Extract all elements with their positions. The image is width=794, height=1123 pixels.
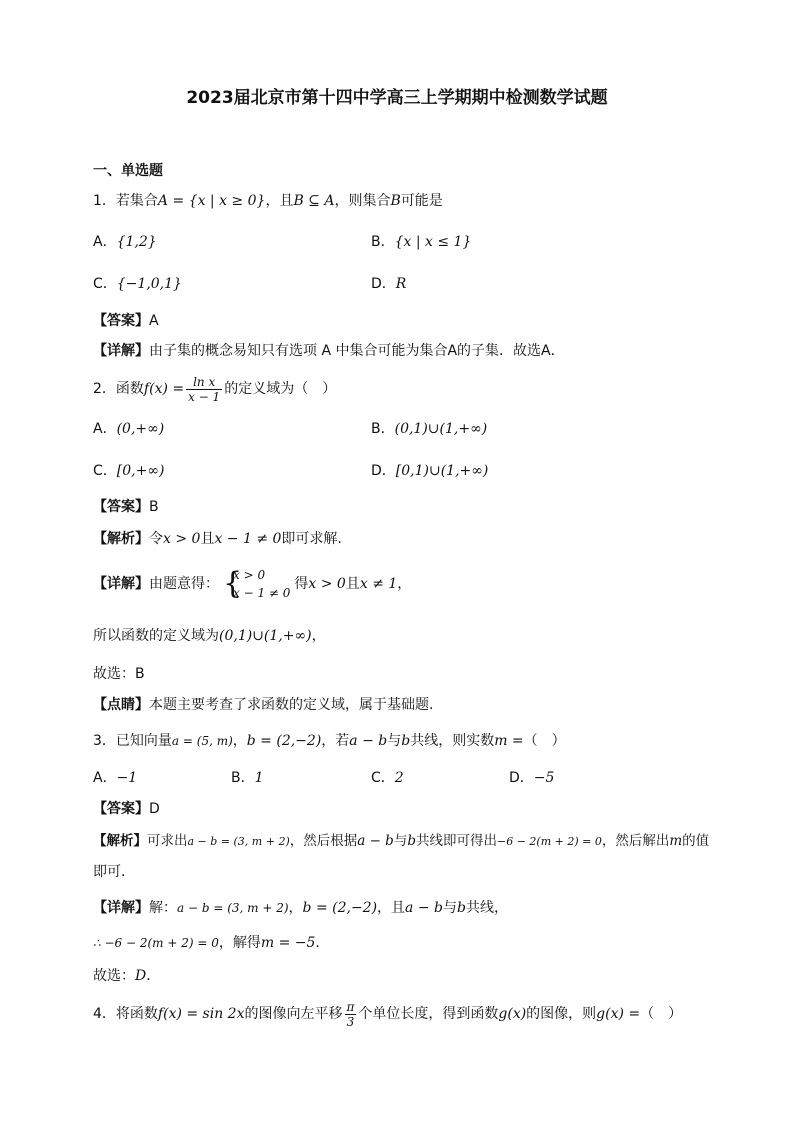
comment-tag: 【点睛】 xyxy=(93,697,149,713)
answer-tag: 【答案】 xyxy=(93,499,149,515)
math-expr: m xyxy=(669,833,683,849)
q2-domain-line xyxy=(93,626,326,646)
q3-stem-text: ，若 xyxy=(321,733,350,749)
q1-option-c xyxy=(93,274,182,294)
fraction-denominator: 3 xyxy=(346,1014,355,1029)
option-value: {−1,0,1} xyxy=(116,276,182,292)
math-expr: −6 − 2(m + 2) = 0 xyxy=(496,835,602,848)
q1-option-a xyxy=(93,232,157,252)
q3-derivation xyxy=(93,933,329,953)
option-label: B． xyxy=(231,770,255,786)
question-2-stem xyxy=(93,371,336,407)
math-expr: x − 1 ≠ 0 xyxy=(214,531,282,547)
fraction-numerator: π xyxy=(346,999,355,1014)
option-label: A． xyxy=(93,770,117,786)
math-expr: a − b = (3, m + 2) xyxy=(187,835,290,848)
q2-option-a xyxy=(93,419,164,439)
q2-stem-text: 2．函数 xyxy=(93,381,144,397)
option-label: A． xyxy=(93,421,117,437)
math-expr: x > 0 xyxy=(308,576,346,592)
option-value: (0,+∞) xyxy=(116,421,165,437)
document-title: 2023届北京市第十四中学高三上学期期中检测数学试题 xyxy=(186,88,608,108)
option-value: −1 xyxy=(116,770,138,786)
analysis-text: 令 xyxy=(149,531,163,547)
q3-stem-text: 共线，则实数 xyxy=(410,733,495,749)
analysis-text: 共线即可得出 xyxy=(415,833,497,849)
option-label: C． xyxy=(371,770,395,786)
q2-fraction xyxy=(186,375,222,404)
question-1-stem xyxy=(93,191,443,211)
detail-text: ，解得 xyxy=(218,935,261,951)
option-value: {x | x ≤ 1} xyxy=(394,234,472,250)
answer-tag: 【答案】 xyxy=(93,313,149,329)
fraction-denominator: x − 1 xyxy=(188,389,221,404)
analysis-tag: 【解析】 xyxy=(93,531,149,547)
option-label: D． xyxy=(509,770,534,786)
q1-answer xyxy=(93,311,159,331)
detail-text: 得 xyxy=(294,576,309,592)
detail-tag: 【详解】 xyxy=(93,576,149,592)
detail-text: 且 xyxy=(345,576,360,592)
math-expr: b xyxy=(457,900,466,916)
option-label: B． xyxy=(371,421,395,437)
math-expr: x > 0 xyxy=(163,531,201,547)
q4-stem-text: （ ） xyxy=(640,1006,683,1022)
q1-detail xyxy=(93,341,565,361)
detail-text: ， xyxy=(397,576,412,592)
detail-text: ， xyxy=(288,900,303,916)
vector-a: a = (5, m) xyxy=(171,734,233,748)
detail-text: 由题意得： xyxy=(149,576,219,592)
system-row: x − 1 ≠ 0 xyxy=(233,586,291,600)
math-expr: (0,1)∪(1,+∞) xyxy=(219,628,312,644)
vector-b: b = (2,−2) xyxy=(246,733,322,749)
vector-b: b xyxy=(401,733,411,749)
analysis-text: 即可求解. xyxy=(281,531,342,547)
q2-detail xyxy=(93,564,411,604)
option-value: (0,1)∪(1,+∞) xyxy=(394,421,488,437)
q3-analysis-cont: 即可． xyxy=(93,864,135,880)
q3-answer xyxy=(93,799,160,819)
q2-answer xyxy=(93,497,159,517)
option-label: D． xyxy=(371,276,396,292)
answer-value: D xyxy=(149,801,160,817)
analysis-text: ，然后根据 xyxy=(289,833,358,849)
q4-function-g: g(x) = xyxy=(596,1006,641,1022)
analysis-text: ，然后解出 xyxy=(601,833,670,849)
option-label: A． xyxy=(93,234,117,250)
answer-value: B xyxy=(149,499,159,515)
q4-function-g: g(x) xyxy=(498,1006,527,1022)
option-value: {1,2} xyxy=(116,234,157,250)
detail-text: ，且 xyxy=(377,900,406,916)
math-expr: a − b xyxy=(357,833,394,849)
option-value: [0,1)∪(1,+∞) xyxy=(395,463,489,479)
q3-analysis xyxy=(93,831,709,852)
q2-option-c xyxy=(93,461,164,481)
q2-option-d xyxy=(371,461,488,481)
analysis-tag: 【解析】 xyxy=(93,833,147,849)
q2-choose: 故选：B xyxy=(93,666,145,682)
vector-difference: a − b xyxy=(349,733,388,749)
answer-tag: 【答案】 xyxy=(93,801,149,817)
system-row: x > 0 xyxy=(233,568,266,582)
option-label: C． xyxy=(93,276,117,292)
q3-option-b xyxy=(231,768,264,788)
comment-text: 本题主要考查了求函数的定义域，属于基础题. xyxy=(149,697,434,713)
analysis-text: 与 xyxy=(393,833,408,849)
q1-set-a: A = {x | x ≥ 0} xyxy=(157,193,266,209)
q4-stem-text: 的图像，则 xyxy=(526,1006,597,1022)
q3-detail xyxy=(93,898,508,918)
option-label: C． xyxy=(93,463,117,479)
detail-text: 与 xyxy=(443,900,457,916)
q1-set-b: B xyxy=(390,193,401,209)
detail-tag: 【详解】 xyxy=(93,343,149,359)
math-expr: a − b xyxy=(405,900,443,916)
q3-option-d xyxy=(509,768,554,788)
q1-stem-text: ，且 xyxy=(265,193,294,209)
q2-comment xyxy=(93,695,433,715)
detail-text: ． xyxy=(146,968,161,984)
q2-inequality-system xyxy=(223,566,290,602)
detail-text: 故选： xyxy=(93,968,135,984)
option-value: R xyxy=(395,276,407,292)
math-expr: b xyxy=(407,833,416,849)
option-label: B． xyxy=(371,234,395,250)
option-value: 2 xyxy=(394,770,404,786)
detail-text: ， xyxy=(311,628,326,644)
q2-function: f(x) = xyxy=(143,381,185,397)
analysis-text: 且 xyxy=(200,531,215,547)
option-value: [0,+∞) xyxy=(116,463,165,479)
detail-tag: 【详解】 xyxy=(93,900,149,916)
detail-text: ． xyxy=(315,935,330,951)
math-expr: ∴ −6 − 2(m + 2) = 0 xyxy=(93,936,219,950)
detail-text: 所以函数的定义域为 xyxy=(93,628,219,644)
option-label: D． xyxy=(371,463,396,479)
q3-option-a xyxy=(93,768,137,788)
q1-stem-text: 1．若集合 xyxy=(93,193,158,209)
q4-function: f(x) = sin 2x xyxy=(157,1006,245,1022)
math-expr: a − b = (3, m + 2) xyxy=(177,901,289,915)
q1-stem-text: 可能是 xyxy=(400,193,443,209)
variable-m: m = xyxy=(494,733,524,749)
detail-text: 由子集的概念易知只有选项 A 中集合可能为集合A的子集．故选A． xyxy=(149,343,565,359)
q1-option-d xyxy=(371,274,406,294)
question-4-stem xyxy=(93,996,682,1032)
question-3-stem xyxy=(93,731,566,751)
detail-text: 共线， xyxy=(465,900,508,916)
math-expr: x ≠ 1 xyxy=(359,576,398,592)
option-value: −5 xyxy=(533,770,555,786)
q2-stem-text: 的定义域为（ ） xyxy=(224,381,337,397)
option-value: 1 xyxy=(254,770,264,786)
answer-value: A xyxy=(149,313,159,329)
math-expr: D xyxy=(135,968,147,984)
math-expr: b = (2,−2) xyxy=(302,900,378,916)
q2-option-b xyxy=(371,419,487,439)
q3-stem-text: （ ） xyxy=(523,733,566,749)
q4-fraction xyxy=(345,1000,357,1029)
q3-stem-text: ， xyxy=(232,733,247,749)
analysis-text: 可求出 xyxy=(147,833,188,849)
detail-text: 解： xyxy=(149,900,177,916)
analysis-text: 的值 xyxy=(682,833,710,849)
q3-choose xyxy=(93,966,160,986)
fraction-numerator: ln x xyxy=(186,375,222,390)
q1-stem-text: ，则集合 xyxy=(334,193,391,209)
left-brace-icon: { xyxy=(223,566,243,601)
q4-stem-text: 的图像向左平移 xyxy=(244,1006,343,1022)
q4-stem-text: 个单位长度，得到函数 xyxy=(358,1006,499,1022)
q1-subset-relation: B ⊆ A xyxy=(293,193,335,209)
q4-stem-text: 4．将函数 xyxy=(93,1006,158,1022)
q3-stem-text: 与 xyxy=(387,733,402,749)
q3-stem-text: 3．已知向量 xyxy=(93,733,172,749)
q1-option-b xyxy=(371,232,471,252)
section-heading: 一、单选题 xyxy=(93,163,163,179)
math-expr: m = −5 xyxy=(260,935,316,951)
q2-analysis xyxy=(93,529,342,549)
q3-option-c xyxy=(371,768,404,788)
